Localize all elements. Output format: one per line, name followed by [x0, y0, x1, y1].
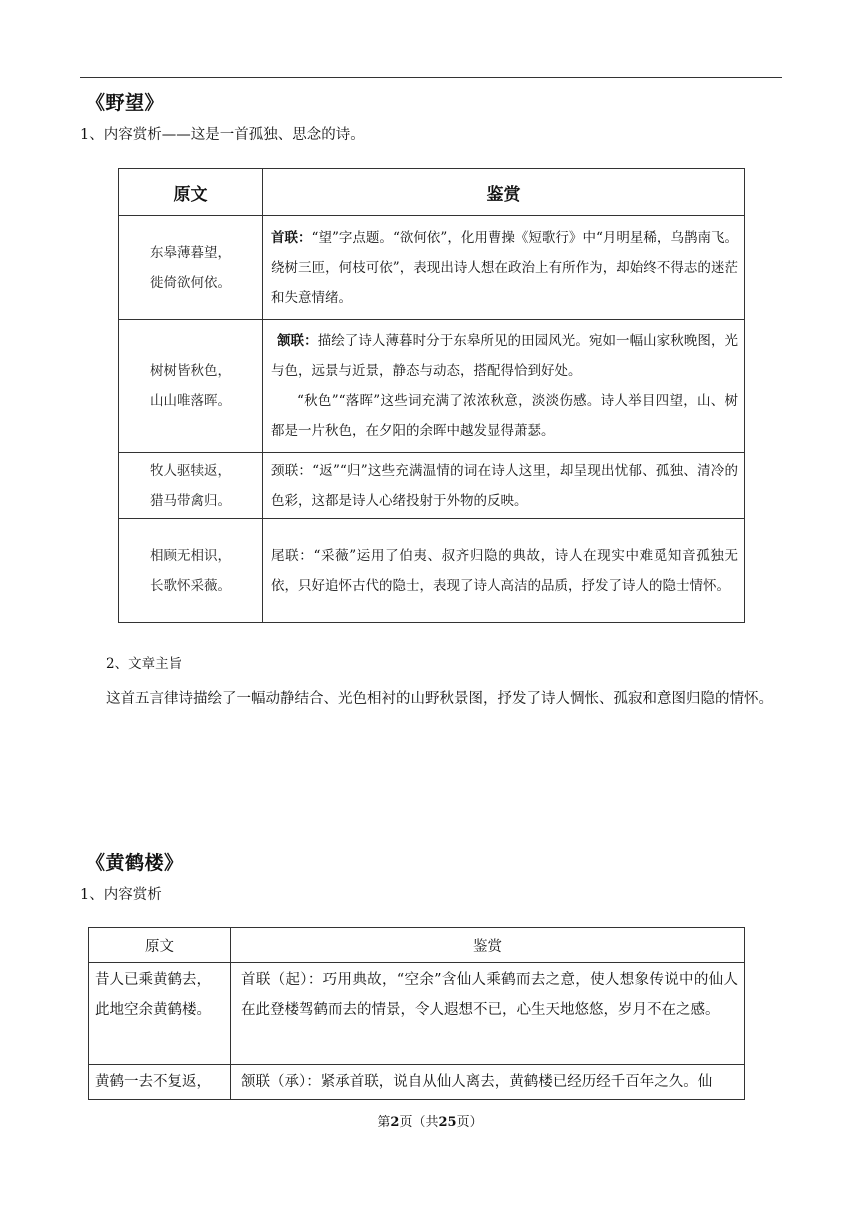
section1-title: 《野望》 [86, 92, 165, 114]
poem-line: 猎马带禽归。 [150, 492, 231, 509]
poem-line: 此地空余黄鹤楼。 [95, 1002, 211, 1018]
page-footer [0, 1111, 860, 1130]
poem-line: 树树皆秋色， [150, 363, 231, 379]
column-header-original: 原文 [89, 928, 231, 963]
couplet-label: 首联： [271, 229, 312, 246]
theme-heading: 2、文章主旨 [106, 656, 183, 672]
section1-table [118, 168, 745, 623]
couplet-label: 尾联： [271, 547, 314, 564]
header-rule [80, 77, 782, 78]
section2-table [88, 927, 745, 1100]
table-row [119, 453, 745, 519]
section2-title: 《黄鹤楼》 [86, 852, 184, 874]
theme-text: 这首五言律诗描绘了一幅动静结合、光色相衬的山野秋景图，抒发了诗人惆怅、孤寂和意图归隐的情怀。 [106, 691, 773, 707]
table-row [89, 1065, 745, 1100]
poem-line: 黄鹤一去不复返， [95, 1074, 211, 1090]
appreciation-text: 颔联（承）：紧承首联，说自从仙人离去，黄鹤楼已经历经千百年之久。仙 [241, 1074, 713, 1090]
table-row [119, 216, 745, 320]
appreciation-cell [231, 1065, 745, 1100]
original-cell [119, 320, 263, 453]
appreciation-text: 首联（起）：巧用典故，“空余”含仙人乘鹤而去之意，使人想象传说中的仙人在此登楼驾鹤而去的情景，令人遐想不已，心生天地悠悠，岁月不在之感。 [241, 972, 738, 1018]
table-header-row [119, 169, 745, 216]
appreciation-text: “望”字点题。“欲何依”，化用曹操《短歌行》中“月明星稀，乌鹊南飞。绕树三匝，何枝可依”，表现出诗人想在政治上有所作为，却始终不得志的迷茫和失意情绪。 [271, 229, 738, 306]
original-cell [119, 216, 263, 320]
poem-line: 相顾无相识， [150, 547, 231, 564]
original-cell [89, 1065, 231, 1100]
original-cell [119, 519, 263, 623]
appreciation-cell [263, 216, 745, 320]
appreciation-cell [263, 453, 745, 519]
appreciation-text: “秋色”“落晖”这些词充满了浓浓秋意，淡淡伤感。诗人举目四望，山、树都是一片秋色，在夕阳的余晖中越发显得萧瑟。 [271, 393, 738, 439]
table-row [119, 519, 745, 623]
footer-prefix: 第 [377, 1115, 391, 1130]
poem-line: 牧人驱犊返， [150, 462, 231, 479]
appreciation-cell [263, 320, 745, 453]
poem-line: 山山唯落晖。 [150, 393, 231, 409]
table-row [119, 320, 745, 453]
footer-middle: 页（共 [399, 1115, 439, 1130]
column-header-appreciation: 鉴赏 [231, 928, 745, 963]
couplet-label: 颈联： [271, 462, 313, 479]
footer-suffix: 页） [456, 1115, 483, 1130]
column-header-appreciation: 鉴赏 [263, 169, 745, 216]
section1-subtitle: 1、内容赏析——这是一首孤独、思念的诗。 [80, 127, 365, 143]
appreciation-cell [231, 963, 745, 1065]
column-header-original: 原文 [119, 169, 263, 216]
table-row [89, 963, 745, 1065]
couplet-label: 颔联： [277, 333, 318, 349]
poem-line: 长歌怀采薇。 [150, 577, 231, 594]
appreciation-text: 描绘了诗人薄暮时分于东皋所见的田园风光。宛如一幅山家秋晚图，光与色，远景与近景，静态与动态，搭配得恰到好处。 [271, 333, 739, 379]
poem-line: 徙倚欲何依。 [150, 274, 231, 291]
poem-line: 东皋薄暮望， [150, 244, 231, 261]
appreciation-text: “采薇”运用了伯夷、叔齐归隐的典故，诗人在现实中难觅知音孤独无依，只好追怀古代的隐士，表现了诗人高洁的品质，抒发了诗人的隐士情怀。 [271, 547, 739, 594]
original-cell [89, 963, 231, 1065]
original-cell [119, 453, 263, 519]
appreciation-cell [263, 519, 745, 623]
appreciation-text: “返”“归”这些充满温情的词在诗人这里，却呈现出忧郁、孤独、清冷的色彩，这都是诗人心绪投射于外物的反映。 [271, 462, 739, 509]
section2-subtitle: 1、内容赏析 [80, 887, 162, 903]
table-header-row [89, 928, 745, 963]
total-pages: 25 [438, 1115, 457, 1130]
poem-line: 昔人已乘黄鹤去， [95, 972, 211, 988]
page-number: 2 [390, 1115, 400, 1130]
